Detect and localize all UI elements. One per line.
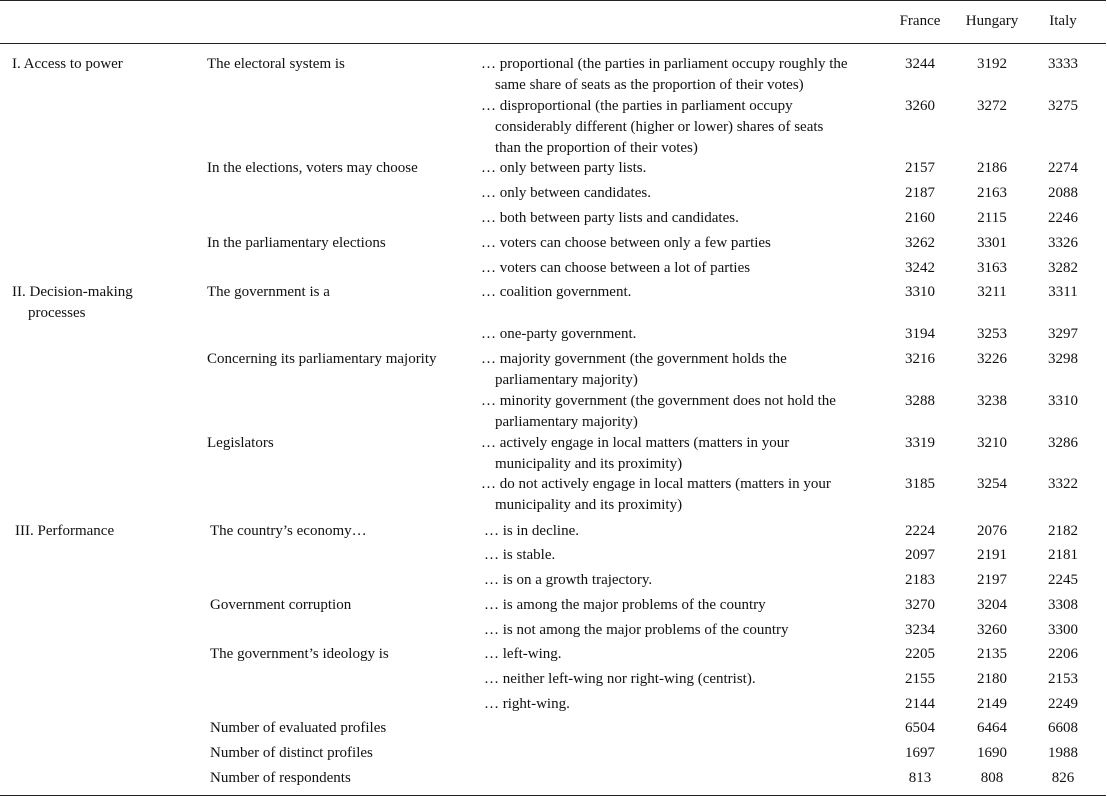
hungary-value: 3204 bbox=[977, 597, 1007, 613]
france-value: 2097 bbox=[905, 547, 935, 563]
italy-value: 3297 bbox=[1048, 326, 1078, 342]
section-label: processes bbox=[28, 305, 86, 321]
italy-value: 2182 bbox=[1048, 523, 1078, 539]
france-value: 3270 bbox=[905, 597, 935, 613]
france-value: 813 bbox=[908, 770, 932, 786]
italy-value: 3282 bbox=[1048, 260, 1078, 276]
level-text: … disproportional (the parties in parliament occupy bbox=[481, 98, 793, 114]
attribute-label: In the elections, voters may choose bbox=[207, 160, 418, 176]
level-text: … only between candidates. bbox=[481, 185, 651, 201]
italy-value: 826 bbox=[1051, 770, 1075, 786]
france-value: 2160 bbox=[905, 210, 935, 226]
hungary-value: 3260 bbox=[977, 622, 1007, 638]
table-header-rule bbox=[0, 43, 1106, 44]
level-text: … is stable. bbox=[484, 547, 556, 563]
level-text: … voters can choose between only a few parties bbox=[481, 235, 771, 251]
italy-value: 2153 bbox=[1048, 671, 1078, 687]
france-value: 3216 bbox=[905, 351, 935, 367]
hungary-value: 6464 bbox=[977, 720, 1007, 736]
table-bottom-rule bbox=[0, 795, 1106, 796]
attribute-label: Government corruption bbox=[210, 597, 352, 613]
italy-value: 3308 bbox=[1048, 597, 1078, 613]
attribute-label: Concerning its parliamentary majority bbox=[207, 351, 437, 367]
hungary-value: 3163 bbox=[977, 260, 1007, 276]
attribute-label: Legislators bbox=[207, 435, 274, 451]
italy-value: 1988 bbox=[1048, 745, 1078, 761]
attribute-label: The government’s ideology is bbox=[210, 646, 389, 662]
level-text: municipality and its proximity) bbox=[495, 497, 683, 513]
italy-value: 2181 bbox=[1048, 547, 1078, 563]
attribute-label: In the parliamentary elections bbox=[207, 235, 386, 251]
section-label: II. Decision-making bbox=[12, 284, 133, 300]
italy-value: 2088 bbox=[1048, 185, 1078, 201]
hungary-value: 1690 bbox=[977, 745, 1007, 761]
level-text: … one-party government. bbox=[481, 326, 637, 342]
hungary-value: 2149 bbox=[977, 696, 1007, 712]
france-value: 2205 bbox=[905, 646, 935, 662]
hungary-value: 808 bbox=[980, 770, 1004, 786]
italy-value: 3311 bbox=[1048, 284, 1078, 300]
italy-value: 3326 bbox=[1048, 235, 1078, 251]
level-text: … is among the major problems of the country bbox=[484, 597, 766, 613]
level-text: … right-wing. bbox=[484, 696, 570, 712]
level-text: … coalition government. bbox=[481, 284, 632, 300]
france-value: 3262 bbox=[905, 235, 935, 251]
hungary-value: 2115 bbox=[977, 210, 1007, 226]
italy-value: 2249 bbox=[1048, 696, 1078, 712]
level-text: … do not actively engage in local matters (matters in your bbox=[481, 476, 831, 492]
level-text: parliamentary majority) bbox=[495, 414, 638, 430]
level-text: … minority government (the government does not hold the bbox=[481, 393, 836, 409]
france-value: 3242 bbox=[905, 260, 935, 276]
level-text: than the proportion of their votes) bbox=[495, 140, 698, 156]
italy-value: 3275 bbox=[1048, 98, 1078, 114]
france-value: 2144 bbox=[905, 696, 935, 712]
attribute-label: Number of respondents bbox=[210, 770, 351, 786]
france-value: 6504 bbox=[905, 720, 935, 736]
hungary-value: 2076 bbox=[977, 523, 1007, 539]
hungary-value: 3238 bbox=[977, 393, 1007, 409]
level-text: … is in decline. bbox=[484, 523, 579, 539]
section-label: I. Access to power bbox=[12, 56, 123, 72]
attribute-label: The government is a bbox=[207, 284, 330, 300]
level-text: parliamentary majority) bbox=[495, 372, 638, 388]
italy-value: 3298 bbox=[1048, 351, 1078, 367]
hungary-value: 3301 bbox=[977, 235, 1007, 251]
attribute-label: The electoral system is bbox=[207, 56, 345, 72]
italy-value: 2246 bbox=[1048, 210, 1078, 226]
italy-value: 2245 bbox=[1048, 572, 1078, 588]
level-text: … majority government (the government holds the bbox=[481, 351, 787, 367]
level-text: … is not among the major problems of the country bbox=[484, 622, 789, 638]
hungary-value: 2163 bbox=[977, 185, 1007, 201]
header-france: France bbox=[899, 13, 941, 29]
italy-value: 3333 bbox=[1048, 56, 1078, 72]
attribute-label: Number of evaluated profiles bbox=[210, 720, 387, 736]
italy-value: 2274 bbox=[1048, 160, 1078, 176]
level-text: same share of seats as the proportion of their votes) bbox=[495, 77, 804, 93]
france-value: 2224 bbox=[905, 523, 935, 539]
france-value: 3310 bbox=[905, 284, 935, 300]
france-value: 3185 bbox=[905, 476, 935, 492]
hungary-value: 2135 bbox=[977, 646, 1007, 662]
italy-value: 3322 bbox=[1048, 476, 1078, 492]
hungary-value: 2180 bbox=[977, 671, 1007, 687]
attribute-label: Number of distinct profiles bbox=[210, 745, 373, 761]
italy-value: 3286 bbox=[1048, 435, 1078, 451]
level-text: … only between party lists. bbox=[481, 160, 647, 176]
france-value: 2157 bbox=[905, 160, 935, 176]
header-italy: Italy bbox=[1049, 13, 1077, 29]
france-value: 3234 bbox=[905, 622, 935, 638]
france-value: 2155 bbox=[905, 671, 935, 687]
france-value: 3194 bbox=[905, 326, 935, 342]
level-text: … neither left-wing nor right-wing (centrist). bbox=[484, 671, 756, 687]
hungary-value: 3210 bbox=[977, 435, 1007, 451]
hungary-value: 3226 bbox=[977, 351, 1007, 367]
hungary-value: 2186 bbox=[977, 160, 1007, 176]
france-value: 3260 bbox=[905, 98, 935, 114]
hungary-value: 3254 bbox=[977, 476, 1007, 492]
level-text: … actively engage in local matters (matters in your bbox=[481, 435, 790, 451]
hungary-value: 3253 bbox=[977, 326, 1007, 342]
header-hungary: Hungary bbox=[965, 13, 1019, 29]
attribute-label: The country’s economy… bbox=[210, 523, 367, 539]
france-value: 2187 bbox=[905, 185, 935, 201]
hungary-value: 2197 bbox=[977, 572, 1007, 588]
italy-value: 3300 bbox=[1048, 622, 1078, 638]
table-top-rule bbox=[0, 0, 1106, 1]
level-text: … proportional (the parties in parliament occupy roughly the bbox=[481, 56, 848, 72]
france-value: 3319 bbox=[905, 435, 935, 451]
level-text: … both between party lists and candidates. bbox=[481, 210, 739, 226]
level-text: considerably different (higher or lower) shares of seats bbox=[495, 119, 824, 135]
italy-value: 3310 bbox=[1048, 393, 1078, 409]
italy-value: 2206 bbox=[1048, 646, 1078, 662]
section-label: III. Performance bbox=[15, 523, 115, 539]
level-text: … left-wing. bbox=[484, 646, 562, 662]
france-value: 3244 bbox=[905, 56, 935, 72]
level-text: … voters can choose between a lot of parties bbox=[481, 260, 751, 276]
hungary-value: 3192 bbox=[977, 56, 1007, 72]
hungary-value: 2191 bbox=[977, 547, 1007, 563]
france-value: 3288 bbox=[905, 393, 935, 409]
hungary-value: 3211 bbox=[977, 284, 1007, 300]
level-text: … is on a growth trajectory. bbox=[484, 572, 653, 588]
hungary-value: 3272 bbox=[977, 98, 1007, 114]
france-value: 1697 bbox=[905, 745, 935, 761]
level-text: municipality and its proximity) bbox=[495, 456, 683, 472]
italy-value: 6608 bbox=[1048, 720, 1078, 736]
france-value: 2183 bbox=[905, 572, 935, 588]
